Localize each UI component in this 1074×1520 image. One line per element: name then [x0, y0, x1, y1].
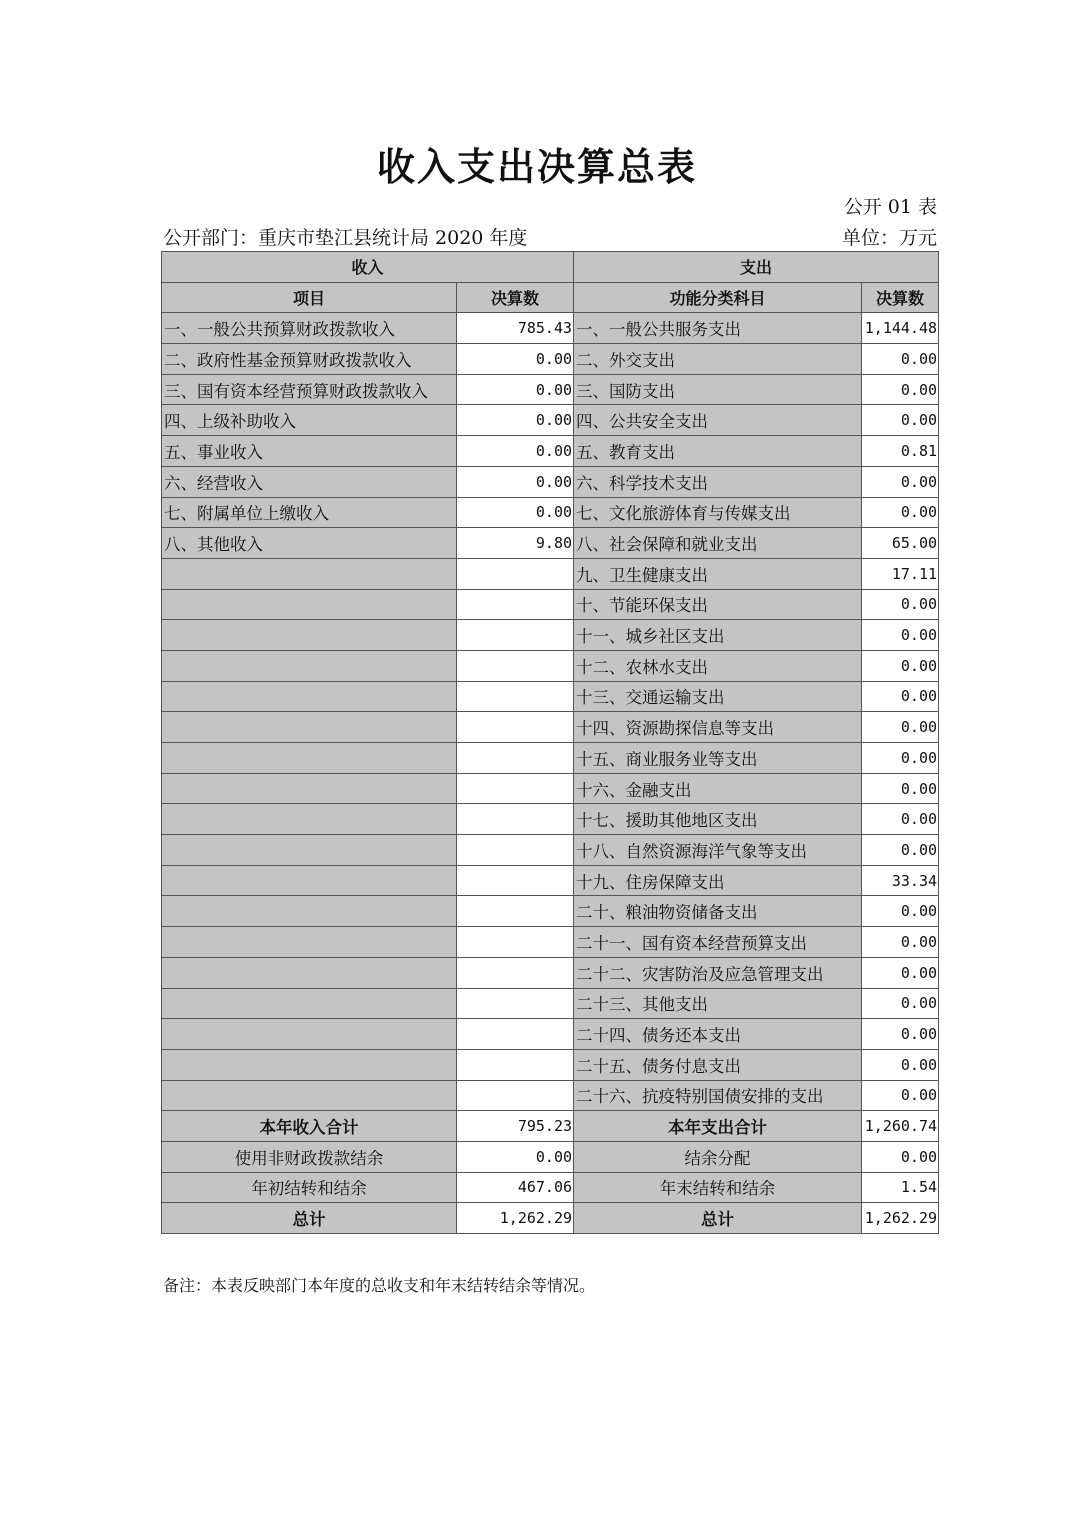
- expense-item-cell: 十八、自然资源海洋气象等支出: [574, 835, 862, 866]
- income-amount-cell: 0.00: [457, 374, 574, 405]
- summary-row: [162, 1203, 939, 1234]
- table-row: [162, 1049, 939, 1080]
- income-item-cell: 五、事业收入: [162, 436, 457, 467]
- table-row: [162, 927, 939, 958]
- expense-amount-cell: 0.00: [862, 1019, 939, 1050]
- column-header-row: [162, 282, 939, 313]
- income-item-cell: 七、附属单位上缴收入: [162, 497, 457, 528]
- income-item-cell: 六、经营收入: [162, 466, 457, 497]
- expense-item-cell: 十七、援助其他地区支出: [574, 804, 862, 835]
- income-item-cell: [162, 620, 457, 651]
- footnote: 备注：本表反映部门本年度的总收支和年末结转结余等情况。: [163, 1276, 596, 1295]
- expense-amount-cell: 0.00: [862, 927, 939, 958]
- income-item-cell: [162, 896, 457, 927]
- amount2-column-header: 决算数: [862, 282, 939, 313]
- section-header-row: [162, 252, 939, 283]
- income-amount-cell: [457, 1080, 574, 1111]
- expense-amount-cell: 0.00: [862, 497, 939, 528]
- category-column-header: 功能分类科目: [574, 282, 862, 313]
- income-item-cell: [162, 927, 457, 958]
- income-amount-cell: 0.00: [457, 497, 574, 528]
- expense-item-cell: 六、科学技术支出: [574, 466, 862, 497]
- income-amount-cell: 9.80: [457, 528, 574, 559]
- table-row: [162, 344, 939, 375]
- table-row: [162, 896, 939, 927]
- income-amount-cell: [457, 1019, 574, 1050]
- expense-amount-cell: 0.00: [862, 405, 939, 436]
- income-item-cell: 三、国有资本经营预算财政拨款收入: [162, 374, 457, 405]
- expense-item-cell: 二十六、抗疫特别国债安排的支出: [574, 1080, 862, 1111]
- income-amount-cell: [457, 927, 574, 958]
- expense-item-cell: 二十五、债务付息支出: [574, 1049, 862, 1080]
- expense-item-cell: 三、国防支出: [574, 374, 862, 405]
- table-row: [162, 436, 939, 467]
- table-row: [162, 743, 939, 774]
- income-amount-cell: [457, 1049, 574, 1080]
- income-item-cell: 八、其他收入: [162, 528, 457, 559]
- expense-header: 支出: [574, 252, 939, 283]
- summary-expense-amount: 1,260.74: [862, 1111, 939, 1142]
- expense-item-cell: 四、公共安全支出: [574, 405, 862, 436]
- expense-amount-cell: 0.00: [862, 650, 939, 681]
- summary-income-amount: 467.06: [457, 1172, 574, 1203]
- income-amount-cell: [457, 620, 574, 651]
- income-item-cell: 四、上级补助收入: [162, 405, 457, 436]
- income-amount-cell: [457, 558, 574, 589]
- expense-amount-cell: 0.00: [862, 589, 939, 620]
- income-amount-cell: 0.00: [457, 436, 574, 467]
- summary-row: [162, 1172, 939, 1203]
- expense-amount-cell: 0.81: [862, 436, 939, 467]
- table-row: [162, 650, 939, 681]
- table-row: [162, 957, 939, 988]
- expense-amount-cell: 0.00: [862, 773, 939, 804]
- expense-item-cell: 十四、资源勘探信息等支出: [574, 712, 862, 743]
- expense-amount-cell: 0.00: [862, 896, 939, 927]
- item-column-header: 项目: [162, 282, 457, 313]
- expense-amount-cell: 0.00: [862, 743, 939, 774]
- expense-amount-cell: 0.00: [862, 1049, 939, 1080]
- table-row: [162, 988, 939, 1019]
- table-row: [162, 589, 939, 620]
- expense-amount-cell: 33.34: [862, 865, 939, 896]
- table-row: [162, 1019, 939, 1050]
- amount-column-header: 决算数: [457, 282, 574, 313]
- table-row: [162, 313, 939, 344]
- expense-item-cell: 二十二、灾害防治及应急管理支出: [574, 957, 862, 988]
- income-item-cell: [162, 1019, 457, 1050]
- income-amount-cell: [457, 804, 574, 835]
- expense-amount-cell: 0.00: [862, 1080, 939, 1111]
- income-amount-cell: [457, 681, 574, 712]
- expense-item-cell: 一、一般公共服务支出: [574, 313, 862, 344]
- unit-label: 单位：万元: [841, 227, 937, 249]
- expense-item-cell: 七、文化旅游体育与传媒支出: [574, 497, 862, 528]
- income-item-cell: [162, 957, 457, 988]
- summary-income-amount: 0.00: [457, 1141, 574, 1172]
- summary-expense-amount: 0.00: [862, 1141, 939, 1172]
- expense-amount-cell: 0.00: [862, 957, 939, 988]
- summary-income-amount: 795.23: [457, 1111, 574, 1142]
- income-item-cell: [162, 804, 457, 835]
- expense-item-cell: 十五、商业服务业等支出: [574, 743, 862, 774]
- expense-amount-cell: 0.00: [862, 620, 939, 651]
- expense-item-cell: 九、卫生健康支出: [574, 558, 862, 589]
- table-row: [162, 1080, 939, 1111]
- expense-item-cell: 十二、农林水支出: [574, 650, 862, 681]
- income-amount-cell: [457, 957, 574, 988]
- income-item-cell: [162, 1049, 457, 1080]
- department-label: 公开部门：重庆市垫江县统计局 2020 年度: [163, 227, 528, 249]
- table-row: [162, 466, 939, 497]
- summary-income-amount: 1,262.29: [457, 1203, 574, 1234]
- income-amount-cell: 0.00: [457, 344, 574, 375]
- table-row: [162, 528, 939, 559]
- summary-expense-label: 本年支出合计: [574, 1111, 862, 1142]
- income-item-cell: 二、政府性基金预算财政拨款收入: [162, 344, 457, 375]
- page-title: 收入支出决算总表: [376, 144, 697, 189]
- expense-item-cell: 二十一、国有资本经营预算支出: [574, 927, 862, 958]
- income-amount-cell: 0.00: [457, 466, 574, 497]
- income-amount-cell: [457, 712, 574, 743]
- expense-amount-cell: 0.00: [862, 835, 939, 866]
- table-row: [162, 405, 939, 436]
- summary-row: [162, 1111, 939, 1142]
- expense-amount-cell: 0.00: [862, 804, 939, 835]
- income-amount-cell: [457, 988, 574, 1019]
- summary-income-label: 使用非财政拨款结余: [162, 1141, 457, 1172]
- table-row: [162, 497, 939, 528]
- summary-row: [162, 1141, 939, 1172]
- table-row: [162, 804, 939, 835]
- table-row: [162, 681, 939, 712]
- table-row: [162, 374, 939, 405]
- income-item-cell: [162, 589, 457, 620]
- expense-amount-cell: 0.00: [862, 988, 939, 1019]
- expense-item-cell: 八、社会保障和就业支出: [574, 528, 862, 559]
- expense-item-cell: 十九、住房保障支出: [574, 865, 862, 896]
- table-row: [162, 773, 939, 804]
- expense-amount-cell: 0.00: [862, 681, 939, 712]
- income-amount-cell: 785.43: [457, 313, 574, 344]
- summary-expense-label: 总计: [574, 1203, 862, 1234]
- expense-item-cell: 二十三、其他支出: [574, 988, 862, 1019]
- income-item-cell: [162, 1080, 457, 1111]
- income-item-cell: 一、一般公共预算财政拨款收入: [162, 313, 457, 344]
- table-row: [162, 835, 939, 866]
- income-item-cell: [162, 988, 457, 1019]
- summary-income-label: 本年收入合计: [162, 1111, 457, 1142]
- expense-amount-cell: 1,144.48: [862, 313, 939, 344]
- summary-income-label: 年初结转和结余: [162, 1172, 457, 1203]
- income-amount-cell: [457, 773, 574, 804]
- expense-amount-cell: 17.11: [862, 558, 939, 589]
- table-row: [162, 712, 939, 743]
- income-item-cell: [162, 681, 457, 712]
- expense-item-cell: 二十、粮油物资储备支出: [574, 896, 862, 927]
- summary-expense-amount: 1.54: [862, 1172, 939, 1203]
- table-row: [162, 865, 939, 896]
- expense-item-cell: 十六、金融支出: [574, 773, 862, 804]
- expense-item-cell: 五、教育支出: [574, 436, 862, 467]
- income-amount-cell: [457, 589, 574, 620]
- income-item-cell: [162, 650, 457, 681]
- summary-expense-label: 年末结转和结余: [574, 1172, 862, 1203]
- income-amount-cell: [457, 743, 574, 774]
- income-item-cell: [162, 558, 457, 589]
- income-amount-cell: [457, 896, 574, 927]
- income-item-cell: [162, 865, 457, 896]
- income-header: 收入: [162, 252, 574, 283]
- table-row: [162, 620, 939, 651]
- expense-item-cell: 十、节能环保支出: [574, 589, 862, 620]
- expense-item-cell: 二十四、债务还本支出: [574, 1019, 862, 1050]
- expense-amount-cell: 0.00: [862, 374, 939, 405]
- income-item-cell: [162, 835, 457, 866]
- income-amount-cell: [457, 865, 574, 896]
- budget-table: [161, 251, 939, 1234]
- summary-income-label: 总计: [162, 1203, 457, 1234]
- income-amount-cell: [457, 835, 574, 866]
- income-amount-cell: [457, 650, 574, 681]
- income-item-cell: [162, 712, 457, 743]
- expense-item-cell: 十一、城乡社区支出: [574, 620, 862, 651]
- expense-item-cell: 十三、交通运输支出: [574, 681, 862, 712]
- summary-expense-amount: 1,262.29: [862, 1203, 939, 1234]
- expense-amount-cell: 65.00: [862, 528, 939, 559]
- income-amount-cell: 0.00: [457, 405, 574, 436]
- expense-amount-cell: 0.00: [862, 712, 939, 743]
- income-item-cell: [162, 743, 457, 774]
- expense-amount-cell: 0.00: [862, 344, 939, 375]
- table-row: [162, 558, 939, 589]
- expense-amount-cell: 0.00: [862, 466, 939, 497]
- summary-expense-label: 结余分配: [574, 1141, 862, 1172]
- income-item-cell: [162, 773, 457, 804]
- expense-item-cell: 二、外交支出: [574, 344, 862, 375]
- form-number: 公开 01 表: [843, 196, 937, 218]
